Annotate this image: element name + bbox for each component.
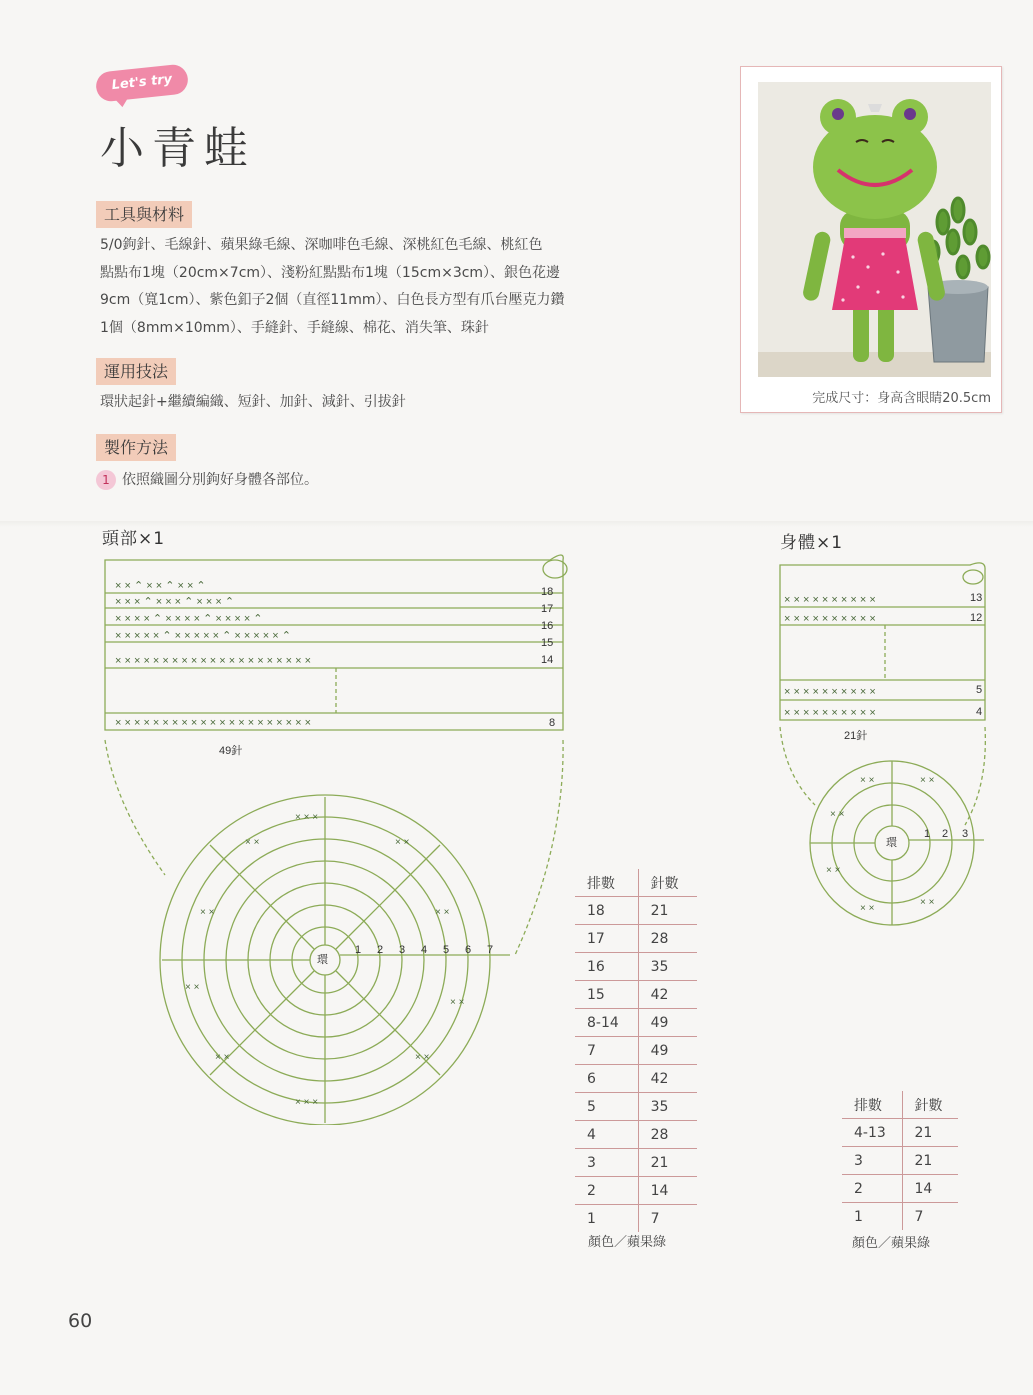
table-row (575, 1177, 697, 1205)
technique-heading: 運用技法 (96, 358, 176, 385)
body-chart-label: 身體×1 (780, 533, 844, 553)
lets-try-badge: Let's try (95, 63, 190, 102)
svg-text:× ×: × × (185, 982, 200, 993)
svg-text:× ×: × × (920, 775, 935, 786)
head-row-8: 8 (549, 717, 556, 729)
col-rows-header: 排數 (842, 1091, 902, 1119)
stitch-count: 14 (902, 1175, 958, 1203)
table-row (575, 1037, 697, 1065)
page-title: 小青蛙 (100, 123, 256, 174)
svg-text:× × × ⌃ × × × ⌃ ×: × × × ⌃ × × × ⌃ × × × ⌃ (115, 596, 235, 608)
svg-text:× ×: × × (245, 837, 260, 848)
row-count: 2 (575, 1177, 638, 1205)
row-count: 18 (575, 897, 638, 925)
svg-text:× × × × ⌃ × × × × ⌃ × ×: × × × × ⌃ × × × × ⌃ × × × × ⌃ (115, 613, 263, 625)
stitch-count: 42 (638, 981, 697, 1009)
table-row (842, 1175, 958, 1203)
head-row-18: 18 (541, 586, 554, 598)
svg-text:× ×: × × (860, 775, 875, 786)
head-row-14: 14 (541, 654, 554, 666)
stitch-count: 21 (638, 897, 697, 925)
head-round-4: 4 (421, 944, 428, 956)
row-count: 4-13 (842, 1119, 902, 1147)
row-count: 4 (575, 1121, 638, 1149)
col-rows-header: 排數 (575, 869, 638, 897)
svg-text:× × × × × ⌃ × × × × × ⌃ ×: × × × × × ⌃ × × × × × ⌃ × × × × × ⌃ (115, 630, 291, 642)
row-count: 5 (575, 1093, 638, 1121)
stitch-count: 49 (638, 1037, 697, 1065)
body-round-3: 3 (962, 828, 969, 840)
svg-text:× × × × × × × × × × × × × × ×: × × × × × × × × × × × × × × × × × × × × × (115, 717, 312, 729)
row-count: 3 (842, 1147, 902, 1175)
tools-line: 9cm（寬1cm）、紫色釦子2個（直徑11mm）、白色長方型有爪台壓克力鑽 (100, 292, 565, 308)
step-number-badge: 1 (96, 470, 116, 490)
svg-text:× × × × × × × × × ×: × × × × × × × × × × (784, 594, 876, 606)
svg-text:× × × × × × × × × ×: × × × × × × × × × × (784, 686, 876, 698)
technique-text: 環狀起針+繼續編織、短針、加針、減針、引拔針 (100, 394, 406, 410)
frog-photo (758, 82, 991, 377)
table-row (575, 1149, 697, 1177)
body-chart (770, 555, 1000, 935)
stitch-count: 21 (902, 1119, 958, 1147)
svg-text:× ×: × × (920, 897, 935, 908)
body-row-13: 13 (970, 592, 983, 604)
head-round-6: 6 (465, 944, 472, 956)
head-stitch-table (575, 869, 697, 1232)
row-count: 16 (575, 953, 638, 981)
head-chart-label: 頭部×1 (102, 529, 166, 549)
head-ring-label: 環 (317, 954, 328, 966)
stitch-count: 21 (638, 1149, 697, 1177)
svg-text:× ×: × × (200, 907, 215, 918)
svg-text:× × × × × × × × × ×: × × × × × × × × × × (784, 707, 876, 719)
body-round-2: 2 (942, 828, 949, 840)
svg-text:× ×: × × (395, 837, 410, 848)
table-row (575, 1009, 697, 1037)
svg-text:× ×: × × (215, 1052, 230, 1063)
row-count: 3 (575, 1149, 638, 1177)
svg-text:× ×: × × (826, 865, 841, 876)
svg-text:× ×: × × (830, 809, 845, 820)
table-row (575, 1205, 697, 1233)
table-header-row (575, 869, 697, 897)
head-color-note: 顏色／蘋果綠 (588, 1235, 667, 1250)
tools-heading: 工具與材料 (96, 201, 192, 228)
stitch-count: 49 (638, 1009, 697, 1037)
svg-text:× × ⌃ × × ⌃: × × ⌃ × × ⌃ × × ⌃ (115, 580, 206, 592)
head-round-7: 7 (487, 944, 494, 956)
svg-text:× × × × × × × × × ×: × × × × × × × × × × (784, 613, 876, 625)
col-stitches-header: 針數 (638, 869, 697, 897)
head-row-15: 15 (541, 637, 554, 649)
svg-text:× × ×: × × × (295, 812, 319, 823)
tools-text (100, 232, 640, 342)
row-count: 15 (575, 981, 638, 1009)
table-row (575, 1093, 697, 1121)
table-row (842, 1119, 958, 1147)
head-round-1: 1 (355, 944, 362, 956)
head-row-17: 17 (541, 603, 554, 615)
svg-text:× × ×: × × × (295, 1097, 319, 1108)
stitch-count: 28 (638, 1121, 697, 1149)
row-count: 17 (575, 925, 638, 953)
stitch-count: 28 (638, 925, 697, 953)
svg-text:× ×: × × (450, 997, 465, 1008)
table-row (842, 1203, 958, 1231)
table-row (842, 1147, 958, 1175)
svg-text:× ×: × × (860, 903, 875, 914)
body-row-12: 12 (970, 612, 983, 624)
head-chart (95, 545, 615, 1125)
head-round-3: 3 (399, 944, 406, 956)
body-round-1: 1 (924, 828, 931, 840)
table-row (575, 897, 697, 925)
row-count: 7 (575, 1037, 638, 1065)
row-count: 2 (842, 1175, 902, 1203)
tools-line: 5/0鉤針、毛線針、蘋果綠毛線、深咖啡色毛線、深桃紅色毛線、桃紅色 (100, 237, 543, 253)
table-header-row (842, 1091, 958, 1119)
step-text: 依照織圖分別鉤好身體各部位。 (122, 472, 318, 488)
table-row (575, 1121, 697, 1149)
table-row (575, 981, 697, 1009)
row-count: 6 (575, 1065, 638, 1093)
page-number: 60 (68, 1310, 93, 1332)
stitch-count: 7 (650, 1210, 660, 1227)
table-row (575, 925, 697, 953)
row-count: 1 (575, 1205, 638, 1233)
stitch-count: 14 (638, 1177, 697, 1205)
photo-frame (740, 66, 1002, 413)
stitch-count: 35 (638, 1093, 697, 1121)
table-row (575, 1065, 697, 1093)
stitch-count: 21 (902, 1147, 958, 1175)
head-row-16: 16 (541, 620, 554, 632)
svg-text:× × × × × × × × × × × × × × ×: × × × × × × × × × × × × × × × × × × × × × (115, 655, 312, 667)
table-row (575, 953, 697, 981)
stitch-count: 7 (914, 1208, 924, 1225)
tools-line: 點點布1塊（20cm×7cm）、淺粉紅點點布1塊（15cm×3cm）、銀色花邊 (100, 264, 561, 281)
stitch-count: 35 (638, 953, 697, 981)
head-round-5: 5 (443, 944, 450, 956)
row-count: 1 (842, 1203, 902, 1231)
tools-line: 1個（8mm×10mm）、手縫針、手縫線、棉花、消失筆、珠針 (100, 319, 489, 336)
frog-illustration (758, 82, 991, 377)
body-color-note: 顏色／蘋果綠 (852, 1236, 931, 1251)
head-stitch-count: 49針 (219, 745, 243, 757)
step-1 (96, 470, 318, 490)
method-heading: 製作方法 (96, 434, 176, 461)
stitch-count: 42 (638, 1065, 697, 1093)
row-count: 8-14 (575, 1009, 638, 1037)
svg-text:× ×: × × (415, 1052, 430, 1063)
photo-caption: 完成尺寸：身高含眼睛20.5cm (812, 391, 991, 406)
body-stitch-table (842, 1091, 958, 1230)
body-row-5: 5 (976, 684, 983, 696)
head-round-2: 2 (377, 944, 384, 956)
body-ring-label: 環 (886, 837, 897, 849)
col-stitches-header: 針數 (902, 1091, 958, 1119)
body-stitch-count: 21針 (844, 730, 868, 742)
body-row-4: 4 (976, 706, 983, 718)
svg-text:× ×: × × (435, 907, 450, 918)
